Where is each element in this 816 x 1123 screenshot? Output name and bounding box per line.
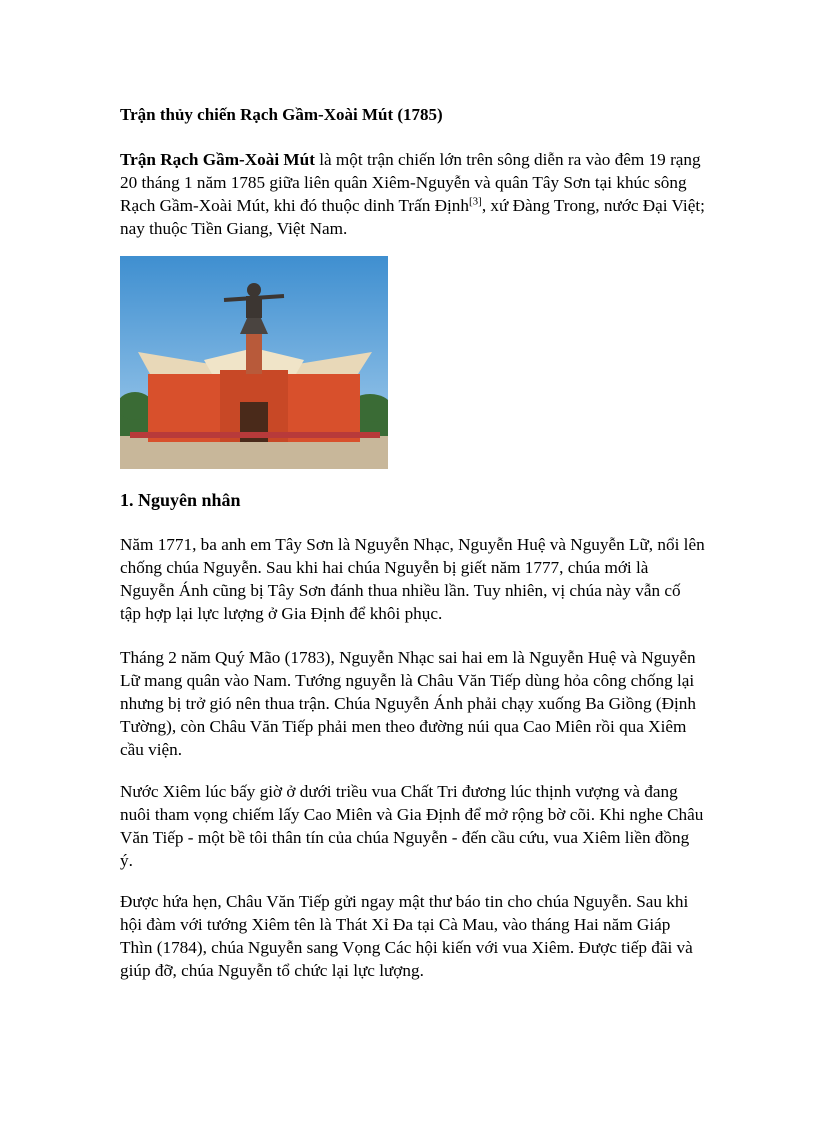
intro-text-end: , xứ Đàng Trong, nước Đại Việt; nay thuộc Tiền Giang, Việt Nam. [120, 196, 705, 238]
body-paragraph: Nước Xiêm lúc bấy giờ ở dưới triều vua Chất Tri đương lúc thịnh vượng và đang nuôi tham vọng chiếm lấy Cao Miên và Gia Định để mở rộng bờ cõi. Khi nghe Châu Văn Tiếp - một bề tôi thân tín của chúa Nguyễn - đến cầu cứu, vua Xiêm liền đồng ý. [120, 782, 704, 870]
intro-text: là một trận chiến lớn trên sông diễn ra vào đêm 19 rạng 20 tháng 1 năm 1785 giữa liên quân Xiêm-Nguyễn và quân Tây Sơn tại khúc sông Rạch Gầm-Xoài Mút, khi đó thuộc dinh Trấn Định [120, 150, 701, 215]
section-heading: 1. Nguyên nhân [120, 490, 241, 510]
monument-photo [120, 256, 388, 469]
document-title: Trận thủy chiến Rạch Gầm-Xoài Mút (1785) [120, 105, 443, 124]
body-paragraph: Năm 1771, ba anh em Tây Sơn là Nguyễn Nhạc, Nguyễn Huệ và Nguyễn Lữ, nổi lên chống chúa Nguyễn. Sau khi hai chúa Nguyễn bị giết năm 1777, chúa mới là Nguyễn Ánh cũng bị Tây Sơn đánh thua nhiều lần. Tuy nhiên, vị chúa này vẫn cố tập hợp lại lực lượng ở Gia Định để khôi phục. [120, 535, 705, 623]
reference-link[interactable]: [3] [468, 195, 482, 208]
intro-bold-lead: Trận Rạch Gầm-Xoài Mút [120, 150, 315, 169]
intro-paragraph [120, 148, 705, 240]
body-paragraph: Được hứa hẹn, Châu Văn Tiếp gửi ngay mật thư báo tin cho chúa Nguyễn. Sau khi hội đàm với tướng Xiêm tên là Thát Xỉ Đa tại Cà Mau, vào tháng Hai năm Giáp Thìn (1784), chúa Nguyễn sang Vọng Các hội kiến với vua Xiêm. Được tiếp đãi và giúp đỡ, chúa Nguyễn tổ chức lại lực lượng. [120, 892, 693, 980]
body-paragraph: Tháng 2 năm Quý Mão (1783), Nguyễn Nhạc sai hai em là Nguyễn Huệ và Nguyễn Lữ mang quân vào Nam. Tướng nguyễn là Châu Văn Tiếp dùng hỏa công chống lại nhưng bị trở gió nên thua trận. Chúa Nguyễn Ánh phải chạy xuống Ba Giồng (Định Tường), còn Châu Văn Tiếp phải men theo đường núi qua Cao Miên rồi qua Xiêm cầu viện. [120, 648, 696, 759]
